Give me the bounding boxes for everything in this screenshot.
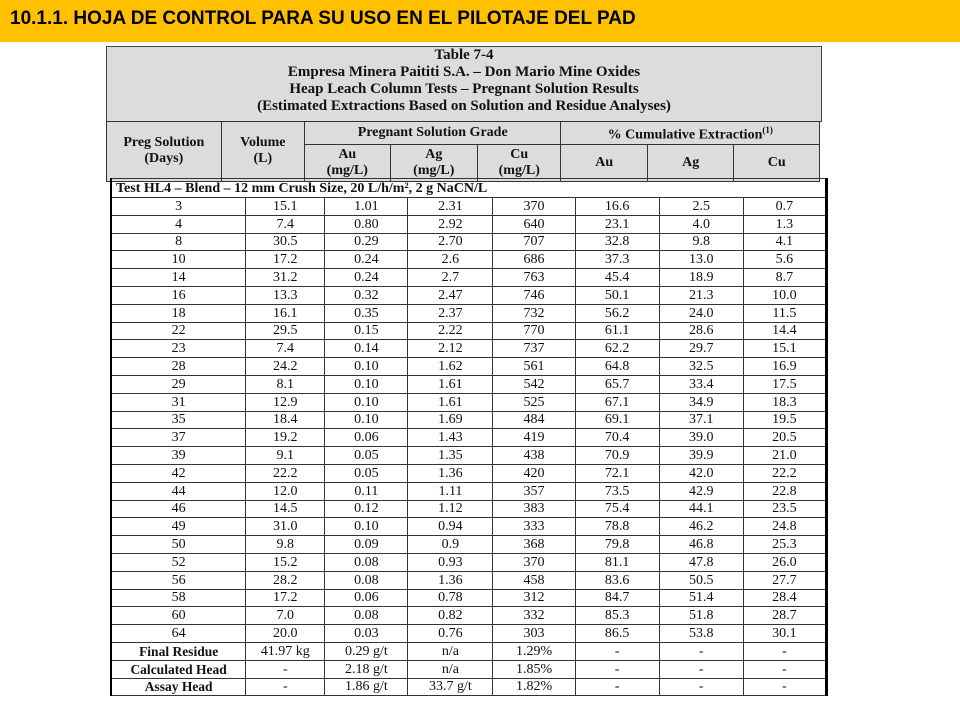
days-cell: 22 [111,322,246,340]
header-cu-extraction: Cu [734,144,820,181]
au-extraction-cell: 64.8 [575,358,659,376]
au-grade-cell: 0.08 [325,607,408,625]
ag-extraction-cell: 18.9 [659,269,743,287]
test-label: Test HL4 – Blend – 12 mm Crush Size, 20 L/h/m², 2 g NaCN/L [111,179,827,198]
ag-grade-cell: 33.7 g/t [408,678,493,696]
ag-grade-cell: 2.12 [408,340,493,358]
ag-extraction-cell: 37.1 [659,411,743,429]
table-row [111,375,827,393]
cu-grade-cell: 1.82% [493,678,575,696]
ag-extraction-cell: 50.5 [659,571,743,589]
volume-cell: 14.5 [246,500,325,518]
days-cell: 46 [111,500,246,518]
au-grade-cell: 0.35 [325,304,408,322]
au-grade-cell: 0.24 [325,251,408,269]
cu-grade-cell: 312 [493,589,575,607]
caption-line: Table 7-4 [434,47,494,63]
au-grade-cell: 0.03 [325,625,408,643]
table-row [111,393,827,411]
au-grade-cell: 0.12 [325,500,408,518]
cu-grade-cell: 732 [493,304,575,322]
cu-extraction-cell: 19.5 [743,411,826,429]
au-grade-cell: 0.24 [325,269,408,287]
ag-extraction-cell: - [659,678,743,696]
days-cell: 8 [111,233,246,251]
au-grade-cell: 0.08 [325,571,408,589]
header-preg-solution: Preg Solution (Days) [107,122,222,182]
au-grade-cell: 0.10 [325,358,408,376]
cu-grade-cell: 383 [493,500,575,518]
cu-extraction-cell: 14.4 [743,322,826,340]
table-row [111,447,827,465]
header-extraction-group: % Cumulative Extraction$^{(1)}$ [561,122,820,145]
cu-extraction-cell: 0.7 [743,198,826,216]
header-ag-extraction: Ag [647,144,734,181]
days-cell: 35 [111,411,246,429]
ag-grade-cell: 2.70 [408,233,493,251]
au-extraction-cell: 62.2 [575,340,659,358]
days-cell: 10 [111,251,246,269]
cu-grade-cell: 303 [493,625,575,643]
au-extraction-cell: 84.7 [575,589,659,607]
cu-extraction-cell: 24.8 [743,518,826,536]
header-au-extraction: Au [561,144,648,181]
ag-grade-cell: 0.76 [408,625,493,643]
au-extraction-cell: 32.8 [575,233,659,251]
cu-extraction-cell: 27.7 [743,571,826,589]
cu-grade-cell: 707 [493,233,575,251]
ag-grade-cell: 2.31 [408,198,493,216]
au-extraction-cell: - [575,642,659,660]
caption-line: Heap Leach Column Tests – Pregnant Solution Results [289,81,639,97]
au-extraction-cell: 23.1 [575,215,659,233]
cu-extraction-cell: 4.1 [743,233,826,251]
ag-extraction-cell: 2.5 [659,198,743,216]
days-cell: 50 [111,536,246,554]
ag-grade-cell: 1.36 [408,571,493,589]
ag-extraction-cell: 53.8 [659,625,743,643]
volume-cell: - [246,660,325,678]
cu-grade-cell: 561 [493,358,575,376]
volume-cell: 20.0 [246,625,325,643]
table-caption [106,46,822,122]
summary-row [111,660,827,678]
caption-line: Empresa Minera Paititi S.A. – Don Mario Mine Oxides [287,64,641,80]
cu-extraction-cell: 17.5 [743,375,826,393]
ag-extraction-cell: 39.9 [659,447,743,465]
cu-grade-cell: 542 [493,375,575,393]
days-cell: 3 [111,198,246,216]
volume-cell: 15.2 [246,553,325,571]
cu-grade-cell: 368 [493,536,575,554]
ag-extraction-cell: 46.2 [659,518,743,536]
days-cell: 37 [111,429,246,447]
ag-grade-cell: 0.78 [408,589,493,607]
table-row [111,233,827,251]
volume-cell: 28.2 [246,571,325,589]
au-extraction-cell: 70.9 [575,447,659,465]
table-row [111,304,827,322]
ag-extraction-cell: 9.8 [659,233,743,251]
days-cell: 58 [111,589,246,607]
volume-cell: 7.0 [246,607,325,625]
ag-extraction-cell: - [659,660,743,678]
au-extraction-cell: - [575,660,659,678]
ag-grade-cell: n/a [408,642,493,660]
days-cell: 49 [111,518,246,536]
volume-cell: 13.3 [246,286,325,304]
au-grade-cell: 0.10 [325,393,408,411]
column-header-table [106,121,820,182]
volume-cell: 9.8 [246,536,325,554]
days-cell: 42 [111,464,246,482]
au-extraction-cell: 65.7 [575,375,659,393]
volume-cell: 9.1 [246,447,325,465]
cu-extraction-cell: 16.9 [743,358,826,376]
cu-grade-cell: 370 [493,553,575,571]
table-row [111,251,827,269]
cu-grade-cell: 332 [493,607,575,625]
volume-cell: 7.4 [246,340,325,358]
cu-grade-cell: 438 [493,447,575,465]
cu-extraction-cell: 22.8 [743,482,826,500]
days-cell: 18 [111,304,246,322]
cu-grade-cell: 640 [493,215,575,233]
table-row [111,215,827,233]
cu-extraction-cell: 10.0 [743,286,826,304]
days-cell: 16 [111,286,246,304]
volume-cell: 31.0 [246,518,325,536]
au-grade-cell: 0.14 [325,340,408,358]
ag-extraction-cell: 39.0 [659,429,743,447]
volume-cell: 31.2 [246,269,325,287]
header-ag-grade: Ag (mg/L) [390,144,478,181]
ag-grade-cell: 0.94 [408,518,493,536]
cu-extraction-cell: 28.7 [743,607,826,625]
cu-grade-cell: 525 [493,393,575,411]
ag-grade-cell: 1.61 [408,393,493,411]
results-table [110,178,828,696]
cu-grade-cell: 1.85% [493,660,575,678]
volume-cell: 24.2 [246,358,325,376]
au-extraction-cell: 45.4 [575,269,659,287]
ag-grade-cell: n/a [408,660,493,678]
days-cell: 44 [111,482,246,500]
au-extraction-cell: 16.6 [575,198,659,216]
au-grade-cell: 0.05 [325,464,408,482]
cu-grade-cell: 770 [493,322,575,340]
cu-extraction-cell: 30.1 [743,625,826,643]
ag-grade-cell: 1.43 [408,429,493,447]
au-grade-cell: 0.29 [325,233,408,251]
header-grade-group: Pregnant Solution Grade [305,122,561,145]
ag-grade-cell: 2.92 [408,215,493,233]
ag-grade-cell: 0.9 [408,536,493,554]
ag-extraction-cell: 42.0 [659,464,743,482]
table-row [111,411,827,429]
table-row [111,358,827,376]
summary-label-cell: Calculated Head [111,660,246,678]
ag-grade-cell: 1.62 [408,358,493,376]
days-cell: 60 [111,607,246,625]
ag-extraction-cell: 29.7 [659,340,743,358]
ag-grade-cell: 1.12 [408,500,493,518]
ag-extraction-cell: - [659,642,743,660]
table-row [111,500,827,518]
days-cell: 29 [111,375,246,393]
au-extraction-cell: 61.1 [575,322,659,340]
ag-grade-cell: 1.35 [408,447,493,465]
cu-extraction-cell: - [743,678,826,696]
cu-extraction-cell: 23.5 [743,500,826,518]
au-grade-cell: 0.10 [325,518,408,536]
ag-extraction-cell: 28.6 [659,322,743,340]
days-cell: 23 [111,340,246,358]
ag-extraction-cell: 21.3 [659,286,743,304]
au-extraction-cell: 78.8 [575,518,659,536]
summary-label-cell: Assay Head [111,678,246,696]
au-grade-cell: 2.18 g/t [325,660,408,678]
ag-extraction-cell: 24.0 [659,304,743,322]
cu-grade-cell: 746 [493,286,575,304]
table-row [111,571,827,589]
cu-extraction-cell: 11.5 [743,304,826,322]
au-extraction-cell: 81.1 [575,553,659,571]
table-row [111,340,827,358]
table-row [111,464,827,482]
cu-extraction-cell: 1.3 [743,215,826,233]
table-row [111,322,827,340]
ag-extraction-cell: 47.8 [659,553,743,571]
au-extraction-cell: - [575,678,659,696]
cu-extraction-cell: 8.7 [743,269,826,287]
ag-extraction-cell: 34.9 [659,393,743,411]
au-extraction-cell: 72.1 [575,464,659,482]
ag-grade-cell: 2.22 [408,322,493,340]
volume-cell: 17.2 [246,251,325,269]
ag-extraction-cell: 42.9 [659,482,743,500]
au-grade-cell: 0.11 [325,482,408,500]
table-document [106,44,824,720]
cu-extraction-cell: 26.0 [743,553,826,571]
cu-grade-cell: 737 [493,340,575,358]
cu-grade-cell: 484 [493,411,575,429]
ag-grade-cell: 2.6 [408,251,493,269]
table-row [111,286,827,304]
days-cell: 31 [111,393,246,411]
table-row [111,589,827,607]
summary-label-cell: Final Residue [111,642,246,660]
volume-cell: 22.2 [246,464,325,482]
ag-grade-cell: 2.7 [408,269,493,287]
cu-extraction-cell: 25.3 [743,536,826,554]
volume-cell: 16.1 [246,304,325,322]
cu-grade-cell: 458 [493,571,575,589]
summary-row [111,678,827,696]
volume-cell: 12.9 [246,393,325,411]
volume-cell: 19.2 [246,429,325,447]
volume-cell: 30.5 [246,233,325,251]
au-extraction-cell: 70.4 [575,429,659,447]
cu-extraction-cell: 18.3 [743,393,826,411]
table-row [111,625,827,643]
au-grade-cell: 0.06 [325,429,408,447]
days-cell: 4 [111,215,246,233]
days-cell: 64 [111,625,246,643]
caption-line: (Estimated Extractions Based on Solution and Residue Analyses) [257,98,671,114]
ag-extraction-cell: 46.8 [659,536,743,554]
table-row [111,429,827,447]
au-extraction-cell: 85.3 [575,607,659,625]
table-row [111,482,827,500]
header-cu-grade: Cu (mg/L) [478,144,561,181]
ag-grade-cell: 2.47 [408,286,493,304]
ag-extraction-cell: 51.8 [659,607,743,625]
au-grade-cell: 0.10 [325,411,408,429]
table-row [111,536,827,554]
au-grade-cell: 0.05 [325,447,408,465]
days-cell: 56 [111,571,246,589]
au-extraction-cell: 67.1 [575,393,659,411]
cu-grade-cell: 419 [493,429,575,447]
cu-extraction-cell: 28.4 [743,589,826,607]
ag-grade-cell: 1.61 [408,375,493,393]
summary-row [111,642,827,660]
au-extraction-cell: 37.3 [575,251,659,269]
days-cell: 52 [111,553,246,571]
cu-extraction-cell: - [743,642,826,660]
title-bar [0,0,960,42]
au-grade-cell: 0.10 [325,375,408,393]
days-cell: 14 [111,269,246,287]
au-grade-cell: 0.15 [325,322,408,340]
au-extraction-cell: 79.8 [575,536,659,554]
ag-extraction-cell: 32.5 [659,358,743,376]
volume-cell: 41.97 kg [246,642,325,660]
au-grade-cell: 1.01 [325,198,408,216]
days-cell: 39 [111,447,246,465]
cu-grade-cell: 357 [493,482,575,500]
au-grade-cell: 0.06 [325,589,408,607]
volume-cell: 7.4 [246,215,325,233]
au-extraction-cell: 75.4 [575,500,659,518]
ag-extraction-cell: 13.0 [659,251,743,269]
au-extraction-cell: 86.5 [575,625,659,643]
au-extraction-cell: 56.2 [575,304,659,322]
ag-extraction-cell: 51.4 [659,589,743,607]
volume-cell: 12.0 [246,482,325,500]
volume-cell: 18.4 [246,411,325,429]
header-volume: Volume (L) [221,122,304,182]
ag-extraction-cell: 4.0 [659,215,743,233]
ag-grade-cell: 1.11 [408,482,493,500]
volume-cell: - [246,678,325,696]
ag-extraction-cell: 44.1 [659,500,743,518]
table-row [111,269,827,287]
cu-grade-cell: 420 [493,464,575,482]
ag-grade-cell: 1.36 [408,464,493,482]
table-row [111,553,827,571]
cu-grade-cell: 370 [493,198,575,216]
cu-grade-cell: 686 [493,251,575,269]
ag-extraction-cell: 33.4 [659,375,743,393]
au-grade-cell: 0.08 [325,553,408,571]
au-extraction-cell: 50.1 [575,286,659,304]
au-extraction-cell: 69.1 [575,411,659,429]
cu-extraction-cell: 5.6 [743,251,826,269]
slide-title: 10.1.1. HOJA DE CONTROL PARA SU USO EN EL PILOTAJE DEL PAD [10,8,636,29]
volume-cell: 17.2 [246,589,325,607]
ag-grade-cell: 2.37 [408,304,493,322]
au-grade-cell: 0.29 g/t [325,642,408,660]
au-grade-cell: 1.86 g/t [325,678,408,696]
au-extraction-cell: 73.5 [575,482,659,500]
table-row [111,518,827,536]
au-grade-cell: 0.80 [325,215,408,233]
volume-cell: 8.1 [246,375,325,393]
ag-grade-cell: 1.69 [408,411,493,429]
cu-grade-cell: 333 [493,518,575,536]
table-row [111,607,827,625]
volume-cell: 15.1 [246,198,325,216]
cu-grade-cell: 763 [493,269,575,287]
cu-extraction-cell: 15.1 [743,340,826,358]
ag-grade-cell: 0.82 [408,607,493,625]
cu-extraction-cell: 21.0 [743,447,826,465]
au-grade-cell: 0.32 [325,286,408,304]
au-grade-cell: 0.09 [325,536,408,554]
cu-extraction-cell: - [743,660,826,678]
au-extraction-cell: 83.6 [575,571,659,589]
cu-grade-cell: 1.29% [493,642,575,660]
volume-cell: 29.5 [246,322,325,340]
cu-extraction-cell: 22.2 [743,464,826,482]
table-row [111,198,827,216]
header-au-grade: Au (mg/L) [305,144,390,181]
days-cell: 28 [111,358,246,376]
ag-grade-cell: 0.93 [408,553,493,571]
cu-extraction-cell: 20.5 [743,429,826,447]
